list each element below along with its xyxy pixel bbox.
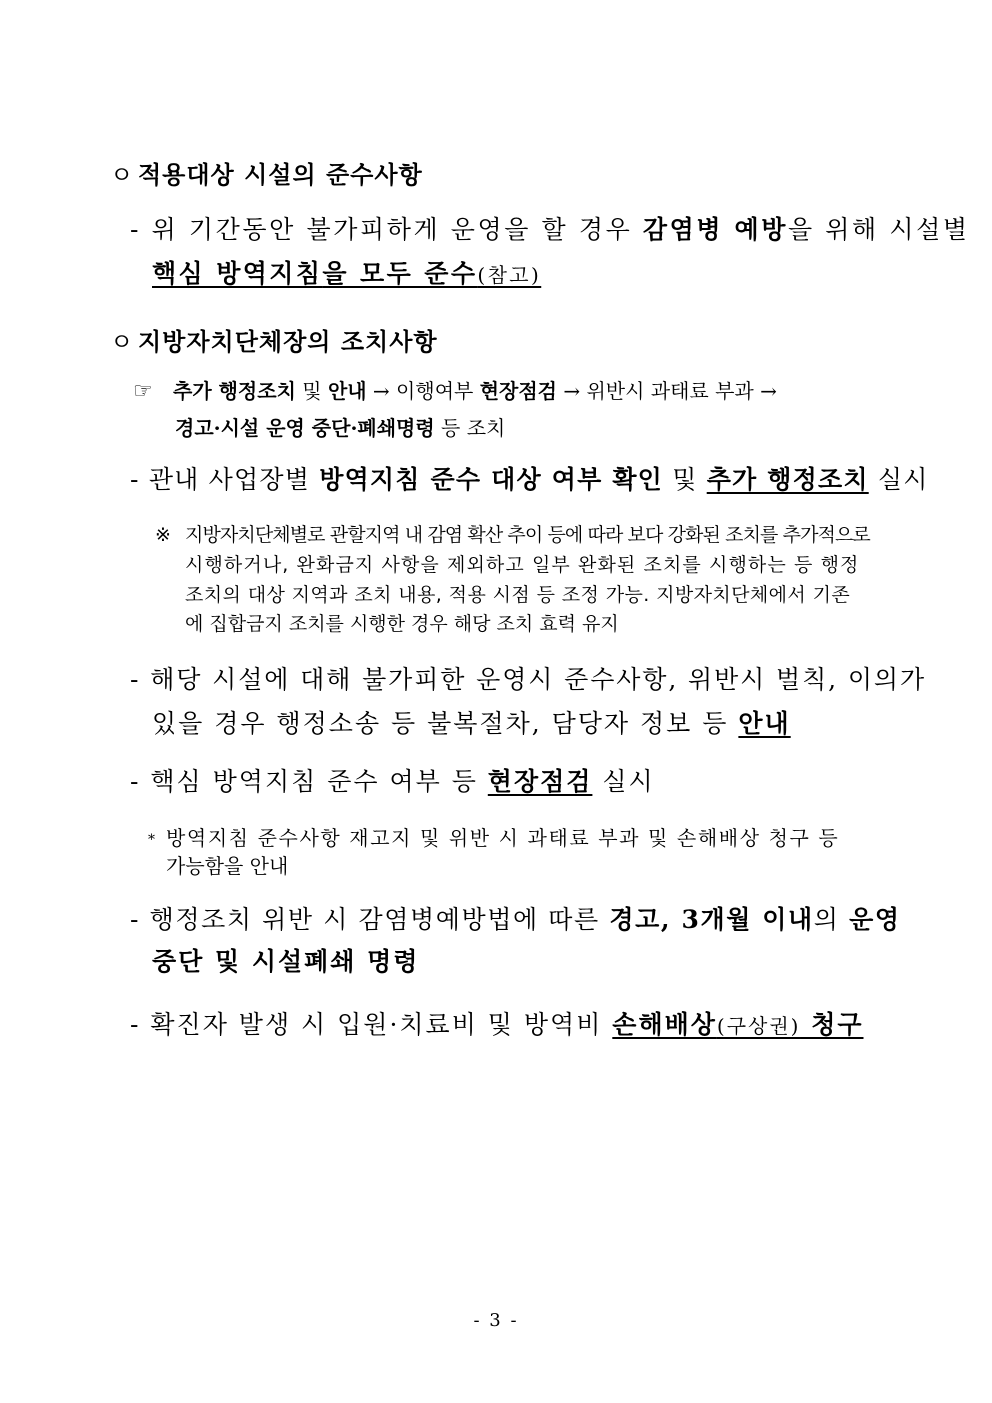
footnote-line: 가능함을 안내 [166, 854, 289, 878]
list-item-line: 핵심 방역지침을 모두 준수(참고) [152, 259, 542, 288]
pointing-hand-icon: ☞ [133, 379, 153, 404]
circle-bullet-icon: ㅇ [110, 161, 135, 189]
list-item-line: - 위 기간동안 불가피하게 운영을 할 경우 감염병 예방을 위해 시설별 [130, 215, 970, 244]
section-heading-measures [110, 322, 910, 357]
footnote-line: * 방역지침 준수사항 재고지 및 위반 시 과태료 부과 및 손해배상 청구 등 [148, 826, 840, 850]
dash-bullet: - [130, 465, 140, 494]
heading-text: 적용대상 시설의 준수사항 [138, 160, 423, 189]
dash-bullet: - [130, 1010, 141, 1039]
dash-bullet: - [130, 665, 141, 694]
list-item-line: 있을 경우 행정소송 등 불복절차, 담당자 정보 등 안내 [152, 709, 791, 738]
dash-bullet: - [130, 215, 142, 244]
note-line: 에 집합금지 조치를 시행한 경우 해당 조치 효력 유지 [185, 613, 619, 635]
dash-bullet: - [130, 767, 141, 796]
list-item-line: - 관내 사업장별 방역지침 준수 대상 여부 확인 및 추가 행정조치 실시 [130, 465, 929, 494]
note-line: ※ 지방자치단체별로 관할지역 내 감염 확산 추이 등에 따라 보다 강화된 조치를 추가적으로 [155, 524, 870, 546]
note-line: 시행하거나, 완화금지 사항을 제외하고 일부 완화된 조치를 시행하는 등 행정 [185, 554, 860, 576]
list-item-line: - 확진자 발생 시 입원·치료비 및 방역비 손해배상(구상권) 청구 [130, 1010, 864, 1039]
circle-bullet-icon: ㅇ [110, 328, 135, 356]
section-heading-compliance [110, 155, 910, 190]
reference-mark-icon: ※ [155, 524, 171, 546]
pointer-summary: ☞ 추가 행정조치 및 안내 → 이행여부 현장점검 → 위반시 과태료 부과 → [133, 379, 777, 404]
note-line: 조치의 대상 지역과 조치 내용, 적용 시점 등 조정 가능. 지방자치단체에서 기존 [185, 584, 851, 606]
list-item-line: - 핵심 방역지침 준수 여부 등 현장점검 실시 [130, 767, 655, 796]
asterisk-mark: * [148, 831, 157, 848]
list-item-line: - 해당 시설에 대해 불가피한 운영시 준수사항, 위반시 벌칙, 이의가 [130, 665, 926, 694]
page-number: - 3 - [473, 1310, 519, 1331]
pointer-summary-line2: 경고·시설 운영 중단·폐쇄명령 등 조치 [175, 416, 506, 440]
heading-text: 지방자치단체장의 조치사항 [138, 327, 438, 356]
list-item-line: 중단 및 시설폐쇄 명령 [152, 947, 420, 976]
dash-bullet: - [130, 905, 141, 934]
list-item-line: - 행정조치 위반 시 감염병예방법에 따른 경고, 3개월 이내의 운영 [130, 905, 901, 934]
